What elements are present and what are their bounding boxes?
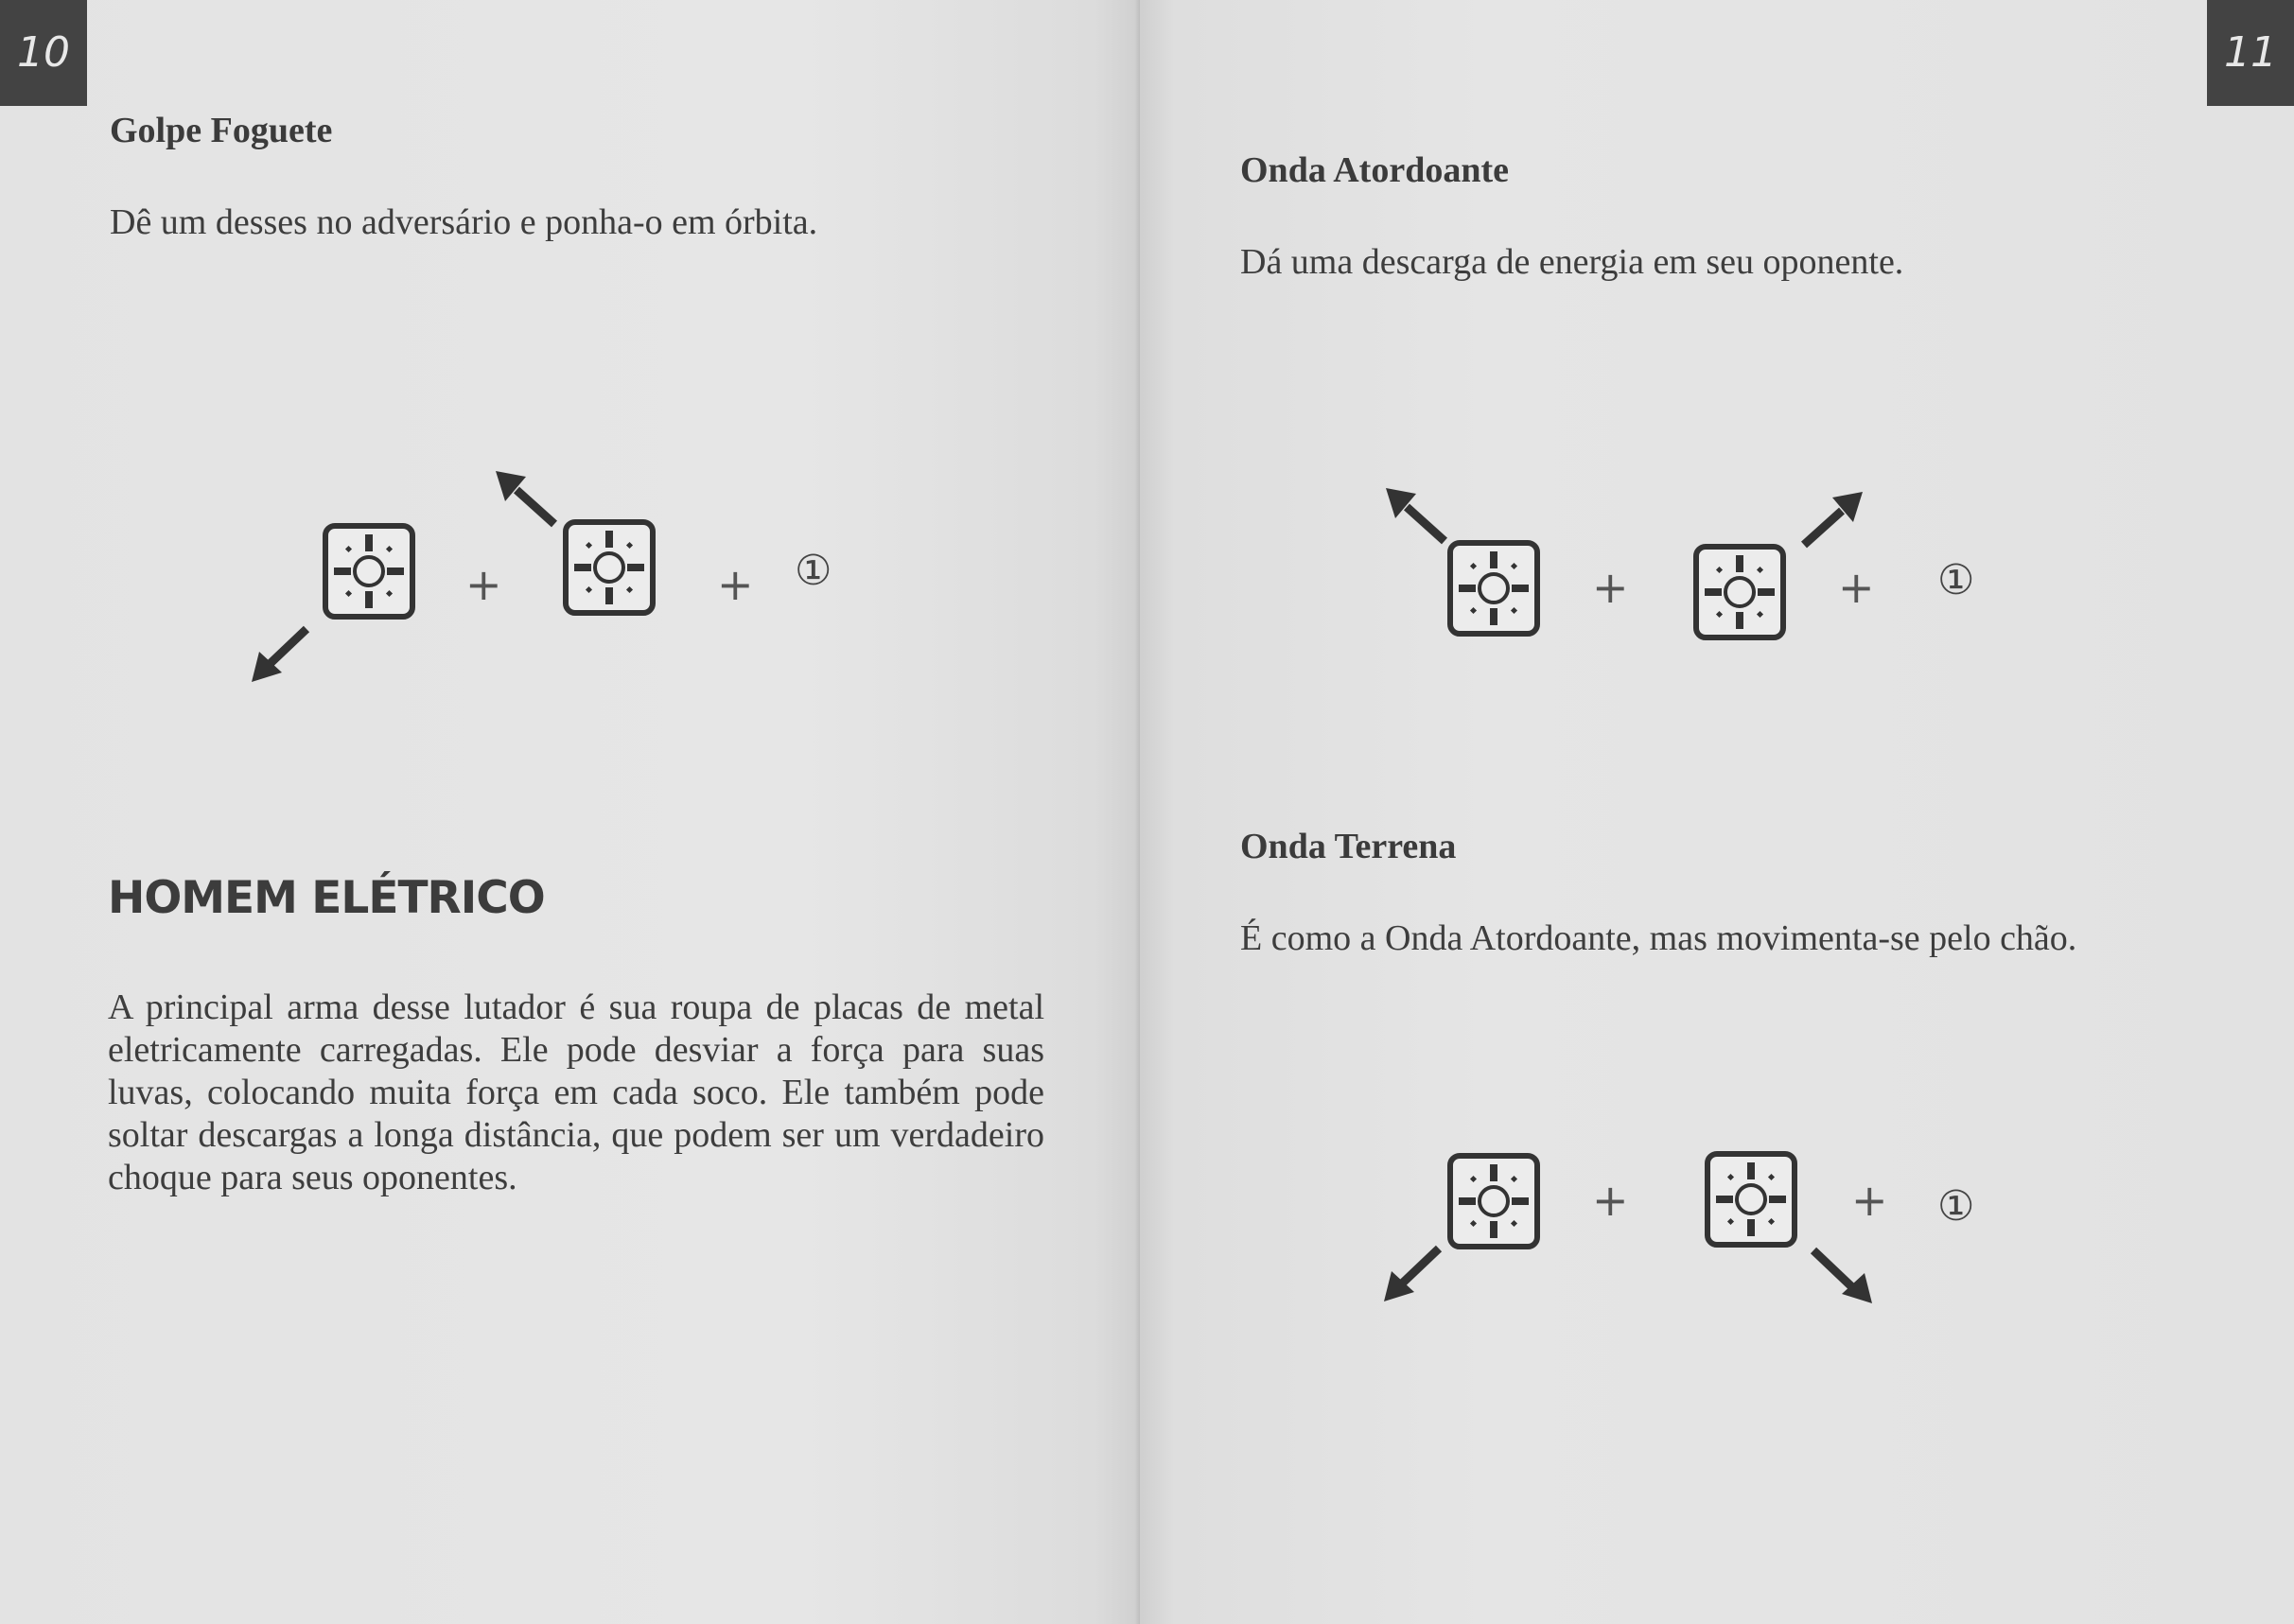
move-title-golpe-foguete: Golpe Foguete bbox=[110, 111, 333, 150]
dpad-icon bbox=[1704, 1150, 1798, 1249]
plus-sign: + bbox=[465, 559, 502, 610]
plus-sign: + bbox=[717, 559, 754, 610]
arrow-up-right-icon bbox=[1798, 486, 1866, 554]
character-description: A principal arma desse lutador é sua roupa de placas de metal eletricamente carregadas. Ele pode desviar a força para suas luvas, colocando muita força em cada soco. Ele também pode soltar descargas a longa distância, que podem ser um verdadeiro choque para seus oponentes. bbox=[108, 987, 1044, 1197]
button-one: ① bbox=[1937, 1182, 1975, 1231]
move-title-onda-atordoante: Onda Atordoante bbox=[1240, 150, 1509, 190]
page-left bbox=[0, 0, 1140, 1624]
move-description-onda-atordoante: Dá uma descarga de energia em seu oponente. bbox=[1240, 242, 1904, 282]
arrow-down-left-icon bbox=[1380, 1239, 1448, 1307]
button-one: ① bbox=[795, 547, 832, 595]
plus-sign: + bbox=[1592, 1175, 1629, 1226]
arrow-up-left-icon bbox=[492, 465, 560, 533]
dpad-icon bbox=[322, 522, 416, 620]
page-number-right: 11 bbox=[2207, 0, 2294, 106]
plus-sign: + bbox=[1592, 562, 1629, 613]
dpad-icon bbox=[562, 518, 657, 617]
arrow-down-left-icon bbox=[248, 620, 316, 688]
dpad-icon bbox=[1692, 543, 1787, 641]
move-description-golpe-foguete: Dê um desses no adversário e ponha-o em órbita. bbox=[110, 202, 818, 242]
page-right bbox=[1140, 0, 2294, 1624]
plus-sign: + bbox=[1851, 1175, 1888, 1226]
character-title: HOMEM ELÉTRICO bbox=[108, 872, 545, 924]
button-one: ① bbox=[1937, 556, 1975, 604]
dpad-icon bbox=[1446, 1152, 1541, 1250]
plus-sign: + bbox=[1838, 562, 1875, 613]
move-description-onda-terrena: É como a Onda Atordoante, mas movimenta-se pelo chão. bbox=[1240, 918, 2077, 958]
arrow-down-right-icon bbox=[1808, 1241, 1876, 1309]
page-number-left: 10 bbox=[0, 0, 87, 106]
arrow-up-left-icon bbox=[1382, 482, 1450, 550]
dpad-icon bbox=[1446, 539, 1541, 637]
move-title-onda-terrena: Onda Terrena bbox=[1240, 827, 1457, 866]
